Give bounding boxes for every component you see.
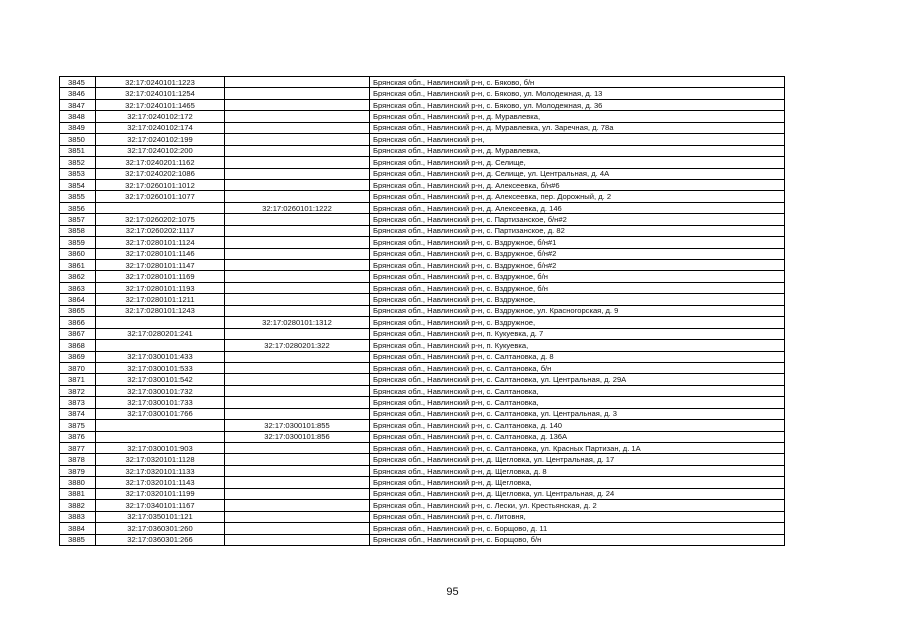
- table-row: [60, 282, 785, 293]
- table-row: [60, 317, 785, 328]
- cadastral-number-cell: 32:17:0260202:1075: [96, 214, 225, 225]
- cadastral-number-cell: 32:17:0300101:732: [96, 385, 225, 396]
- row-number-cell: 3884: [60, 523, 96, 534]
- row-number-cell: 3849: [60, 122, 96, 133]
- row-number-cell: 3847: [60, 99, 96, 110]
- address-cell: Брянская обл., Навлинский р-н,: [370, 134, 785, 145]
- linked-cadastral-number-cell: [225, 374, 370, 385]
- address-cell: Брянская обл., Навлинский р-н, с. Бяково, б/н: [370, 77, 785, 88]
- linked-cadastral-number-cell: [225, 271, 370, 282]
- linked-cadastral-number-cell: [225, 397, 370, 408]
- cadastral-number-cell: 32:17:0300101:533: [96, 362, 225, 373]
- table-row: [60, 191, 785, 202]
- cadastral-number-cell: 32:17:0280101:1169: [96, 271, 225, 282]
- row-number-cell: 3853: [60, 168, 96, 179]
- cadastral-number-cell: [96, 340, 225, 351]
- linked-cadastral-number-cell: [225, 214, 370, 225]
- linked-cadastral-number-cell: [225, 465, 370, 476]
- linked-cadastral-number-cell: [225, 145, 370, 156]
- row-number-cell: 3874: [60, 408, 96, 419]
- cadastral-number-cell: 32:17:0240101:1465: [96, 99, 225, 110]
- cadastral-number-cell: 32:17:0320101:1143: [96, 477, 225, 488]
- address-cell: Брянская обл., Навлинский р-н, с. Партизанское, д. 82: [370, 225, 785, 236]
- table-row: [60, 454, 785, 465]
- linked-cadastral-number-cell: [225, 111, 370, 122]
- cadastral-number-cell: 32:17:0260101:1012: [96, 179, 225, 190]
- cadastral-number-cell: 32:17:0280101:1211: [96, 294, 225, 305]
- table-row: [60, 248, 785, 259]
- linked-cadastral-number-cell: [225, 294, 370, 305]
- cadastral-number-cell: 32:17:0280101:1147: [96, 260, 225, 271]
- address-cell: Брянская обл., Навлинский р-н, с. Салтановка, д. 136А: [370, 431, 785, 442]
- cadastral-number-cell: 32:17:0240101:1223: [96, 77, 225, 88]
- row-number-cell: 3859: [60, 237, 96, 248]
- row-number-cell: 3876: [60, 431, 96, 442]
- linked-cadastral-number-cell: [225, 534, 370, 545]
- address-cell: Брянская обл., Навлинский р-н, д. Муравлевка, ул. Заречная, д. 78а: [370, 122, 785, 133]
- address-cell: Брянская обл., Навлинский р-н, д. Селище, ул. Центральная, д. 4А: [370, 168, 785, 179]
- address-cell: Брянская обл., Навлинский р-н, д. Муравлевка,: [370, 145, 785, 156]
- linked-cadastral-number-cell: [225, 385, 370, 396]
- address-cell: Брянская обл., Навлинский р-н, с. Вздружное, б/н#2: [370, 248, 785, 259]
- cadastral-number-cell: 32:17:0240102:200: [96, 145, 225, 156]
- table-row: [60, 305, 785, 316]
- linked-cadastral-number-cell: 32:17:0300101:855: [225, 420, 370, 431]
- row-number-cell: 3872: [60, 385, 96, 396]
- address-cell: Брянская обл., Навлинский р-н, с. Вздружное, б/н#1: [370, 237, 785, 248]
- address-cell: Брянская обл., Навлинский р-н, с. Бяково, ул. Молодежная, д. 13: [370, 88, 785, 99]
- row-number-cell: 3860: [60, 248, 96, 259]
- linked-cadastral-number-cell: 32:17:0300101:856: [225, 431, 370, 442]
- row-number-cell: 3852: [60, 157, 96, 168]
- table-row: [60, 99, 785, 110]
- row-number-cell: 3846: [60, 88, 96, 99]
- address-cell: Брянская обл., Навлинский р-н, с. Литовня,: [370, 511, 785, 522]
- address-cell: Брянская обл., Навлинский р-н, с. Салтановка,: [370, 397, 785, 408]
- table-row: [60, 202, 785, 213]
- linked-cadastral-number-cell: [225, 134, 370, 145]
- row-number-cell: 3882: [60, 500, 96, 511]
- linked-cadastral-number-cell: [225, 362, 370, 373]
- table-row: [60, 88, 785, 99]
- table-row: [60, 500, 785, 511]
- cadastral-number-cell: 32:17:0280101:1146: [96, 248, 225, 259]
- linked-cadastral-number-cell: [225, 237, 370, 248]
- cadastral-number-cell: 32:17:0300101:733: [96, 397, 225, 408]
- cadastral-number-cell: 32:17:0240102:172: [96, 111, 225, 122]
- row-number-cell: 3868: [60, 340, 96, 351]
- linked-cadastral-number-cell: [225, 179, 370, 190]
- property-registry-table: [59, 76, 785, 546]
- address-cell: Брянская обл., Навлинский р-н, с. Борщово, д. 11: [370, 523, 785, 534]
- address-cell: Брянская обл., Навлинский р-н, д. Муравлевка,: [370, 111, 785, 122]
- row-number-cell: 3863: [60, 282, 96, 293]
- row-number-cell: 3885: [60, 534, 96, 545]
- cadastral-number-cell: 32:17:0320101:1128: [96, 454, 225, 465]
- linked-cadastral-number-cell: [225, 168, 370, 179]
- address-cell: Брянская обл., Навлинский р-н, д. Алексеевка, д. 146: [370, 202, 785, 213]
- linked-cadastral-number-cell: 32:17:0280201:322: [225, 340, 370, 351]
- registry-table-body: [60, 77, 785, 546]
- address-cell: Брянская обл., Навлинский р-н, с. Бяково, ул. Молодежная, д. 36: [370, 99, 785, 110]
- cadastral-number-cell: 32:17:0300101:903: [96, 443, 225, 454]
- row-number-cell: 3845: [60, 77, 96, 88]
- row-number-cell: 3879: [60, 465, 96, 476]
- cadastral-number-cell: 32:17:0320101:1199: [96, 488, 225, 499]
- linked-cadastral-number-cell: [225, 305, 370, 316]
- row-number-cell: 3858: [60, 225, 96, 236]
- table-row: [60, 534, 785, 545]
- cadastral-number-cell: 32:17:0240102:174: [96, 122, 225, 133]
- table-row: [60, 328, 785, 339]
- row-number-cell: 3883: [60, 511, 96, 522]
- address-cell: Брянская обл., Навлинский р-н, д. Щегловка, д. 8: [370, 465, 785, 476]
- linked-cadastral-number-cell: 32:17:0260101:1222: [225, 202, 370, 213]
- cadastral-number-cell: 32:17:0350101:121: [96, 511, 225, 522]
- address-cell: Брянская обл., Навлинский р-н, с. Салтановка, б/н: [370, 362, 785, 373]
- cadastral-number-cell: 32:17:0260101:1077: [96, 191, 225, 202]
- linked-cadastral-number-cell: [225, 454, 370, 465]
- table-row: [60, 77, 785, 88]
- address-cell: Брянская обл., Навлинский р-н, с. Партизанское, б/н#2: [370, 214, 785, 225]
- linked-cadastral-number-cell: [225, 191, 370, 202]
- cadastral-number-cell: 32:17:0280101:1243: [96, 305, 225, 316]
- address-cell: Брянская обл., Навлинский р-н, с. Лески, ул. Крестьянская, д. 2: [370, 500, 785, 511]
- linked-cadastral-number-cell: [225, 488, 370, 499]
- row-number-cell: 3851: [60, 145, 96, 156]
- address-cell: Брянская обл., Навлинский р-н, д. Алексеевка, б/н#6: [370, 179, 785, 190]
- address-cell: Брянская обл., Навлинский р-н, с. Салтановка, д. 8: [370, 351, 785, 362]
- row-number-cell: 3870: [60, 362, 96, 373]
- cadastral-number-cell: 32:17:0360301:266: [96, 534, 225, 545]
- row-number-cell: 3867: [60, 328, 96, 339]
- linked-cadastral-number-cell: [225, 408, 370, 419]
- table-row: [60, 179, 785, 190]
- cadastral-number-cell: [96, 317, 225, 328]
- linked-cadastral-number-cell: [225, 523, 370, 534]
- linked-cadastral-number-cell: [225, 225, 370, 236]
- address-cell: Брянская обл., Навлинский р-н, с. Вздружное,: [370, 317, 785, 328]
- table-row: [60, 523, 785, 534]
- linked-cadastral-number-cell: [225, 122, 370, 133]
- table-row: [60, 111, 785, 122]
- table-row: [60, 157, 785, 168]
- row-number-cell: 3873: [60, 397, 96, 408]
- address-cell: Брянская обл., Навлинский р-н, д. Щегловка, ул. Центральная, д. 17: [370, 454, 785, 465]
- address-cell: Брянская обл., Навлинский р-н, с. Салтановка, ул. Красных Партизан, д. 1А: [370, 443, 785, 454]
- row-number-cell: 3880: [60, 477, 96, 488]
- address-cell: Брянская обл., Навлинский р-н, с. Вздружное, б/н: [370, 282, 785, 293]
- address-cell: Брянская обл., Навлинский р-н, с. Борщово, б/н: [370, 534, 785, 545]
- address-cell: Брянская обл., Навлинский р-н, д. Селище,: [370, 157, 785, 168]
- row-number-cell: 3855: [60, 191, 96, 202]
- table-row: [60, 374, 785, 385]
- row-number-cell: 3866: [60, 317, 96, 328]
- row-number-cell: 3865: [60, 305, 96, 316]
- table-row: [60, 385, 785, 396]
- cadastral-number-cell: 32:17:0240202:1086: [96, 168, 225, 179]
- row-number-cell: 3869: [60, 351, 96, 362]
- address-cell: Брянская обл., Навлинский р-н, с. Салтановка, д. 140: [370, 420, 785, 431]
- address-cell: Брянская обл., Навлинский р-н, с. Вздружное,: [370, 294, 785, 305]
- row-number-cell: 3864: [60, 294, 96, 305]
- cadastral-number-cell: 32:17:0240101:1254: [96, 88, 225, 99]
- table-row: [60, 122, 785, 133]
- table-row: [60, 443, 785, 454]
- address-cell: Брянская обл., Навлинский р-н, с. Салтановка,: [370, 385, 785, 396]
- linked-cadastral-number-cell: [225, 157, 370, 168]
- table-row: [60, 225, 785, 236]
- table-row: [60, 408, 785, 419]
- row-number-cell: 3875: [60, 420, 96, 431]
- cadastral-number-cell: 32:17:0240102:199: [96, 134, 225, 145]
- address-cell: Брянская обл., Навлинский р-н, д. Алексеевка, пер. Дорожный, д. 2: [370, 191, 785, 202]
- cadastral-number-cell: 32:17:0240201:1162: [96, 157, 225, 168]
- cadastral-number-cell: 32:17:0360301:260: [96, 523, 225, 534]
- row-number-cell: 3862: [60, 271, 96, 282]
- address-cell: Брянская обл., Навлинский р-н, д. Щегловка,: [370, 477, 785, 488]
- linked-cadastral-number-cell: [225, 328, 370, 339]
- address-cell: Брянская обл., Навлинский р-н, п. Кукуевка,: [370, 340, 785, 351]
- linked-cadastral-number-cell: [225, 351, 370, 362]
- linked-cadastral-number-cell: [225, 477, 370, 488]
- address-cell: Брянская обл., Навлинский р-н, д. Щегловка, ул. Центральная, д. 24: [370, 488, 785, 499]
- table-row: [60, 271, 785, 282]
- cadastral-number-cell: 32:17:0280101:1124: [96, 237, 225, 248]
- table-row: [60, 168, 785, 179]
- row-number-cell: 3854: [60, 179, 96, 190]
- address-cell: Брянская обл., Навлинский р-н, с. Вздружное, б/н#2: [370, 260, 785, 271]
- table-row: [60, 260, 785, 271]
- address-cell: Брянская обл., Навлинский р-н, с. Салтановка, ул. Центральная, д. 29А: [370, 374, 785, 385]
- table-row: [60, 431, 785, 442]
- linked-cadastral-number-cell: [225, 88, 370, 99]
- table-row: [60, 351, 785, 362]
- table-row: [60, 145, 785, 156]
- table-row: [60, 465, 785, 476]
- cadastral-number-cell: [96, 420, 225, 431]
- cadastral-number-cell: [96, 431, 225, 442]
- row-number-cell: 3881: [60, 488, 96, 499]
- table-row: [60, 511, 785, 522]
- row-number-cell: 3861: [60, 260, 96, 271]
- row-number-cell: 3871: [60, 374, 96, 385]
- row-number-cell: 3856: [60, 202, 96, 213]
- linked-cadastral-number-cell: [225, 99, 370, 110]
- linked-cadastral-number-cell: [225, 77, 370, 88]
- cadastral-number-cell: 32:17:0320101:1133: [96, 465, 225, 476]
- linked-cadastral-number-cell: [225, 282, 370, 293]
- table-row: [60, 294, 785, 305]
- linked-cadastral-number-cell: [225, 511, 370, 522]
- table-row: [60, 397, 785, 408]
- table-row: [60, 340, 785, 351]
- linked-cadastral-number-cell: [225, 248, 370, 259]
- row-number-cell: 3850: [60, 134, 96, 145]
- row-number-cell: 3877: [60, 443, 96, 454]
- linked-cadastral-number-cell: [225, 443, 370, 454]
- cadastral-number-cell: 32:17:0280201:241: [96, 328, 225, 339]
- address-cell: Брянская обл., Навлинский р-н, с. Вздружное, ул. Красногорская, д. 9: [370, 305, 785, 316]
- table-row: [60, 362, 785, 373]
- cadastral-number-cell: 32:17:0300101:766: [96, 408, 225, 419]
- table-row: [60, 134, 785, 145]
- address-cell: Брянская обл., Навлинский р-н, п. Кукуевка, д. 7: [370, 328, 785, 339]
- table-row: [60, 488, 785, 499]
- cadastral-number-cell: 32:17:0260202:1117: [96, 225, 225, 236]
- linked-cadastral-number-cell: [225, 500, 370, 511]
- table-row: [60, 214, 785, 225]
- address-cell: Брянская обл., Навлинский р-н, с. Вздружное, б/н: [370, 271, 785, 282]
- row-number-cell: 3848: [60, 111, 96, 122]
- linked-cadastral-number-cell: 32:17:0280101:1312: [225, 317, 370, 328]
- address-cell: Брянская обл., Навлинский р-н, с. Салтановка, ул. Центральная, д. 3: [370, 408, 785, 419]
- page-number: 95: [446, 586, 459, 598]
- row-number-cell: 3857: [60, 214, 96, 225]
- cadastral-number-cell: 32:17:0280101:1193: [96, 282, 225, 293]
- cadastral-number-cell: 32:17:0340101:1167: [96, 500, 225, 511]
- cadastral-number-cell: 32:17:0300101:542: [96, 374, 225, 385]
- cadastral-number-cell: [96, 202, 225, 213]
- linked-cadastral-number-cell: [225, 260, 370, 271]
- table-row: [60, 477, 785, 488]
- table-row: [60, 420, 785, 431]
- cadastral-number-cell: 32:17:0300101:433: [96, 351, 225, 362]
- table-row: [60, 237, 785, 248]
- row-number-cell: 3878: [60, 454, 96, 465]
